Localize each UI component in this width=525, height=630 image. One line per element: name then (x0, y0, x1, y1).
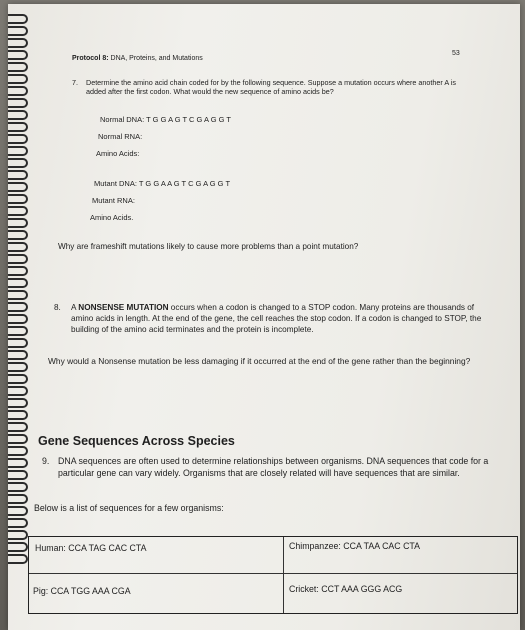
pig-sequence: Pig: CCA TGG AAA CGA (33, 586, 131, 596)
spiral-coil (8, 554, 28, 564)
sequence-table (28, 536, 518, 614)
spiral-coil (8, 398, 28, 408)
question-7-number: 7. (72, 78, 78, 87)
normal-dna-line: Normal DNA: T G G A G T C G A G G T (100, 115, 232, 124)
spiral-coil (8, 410, 28, 420)
spiral-coil (8, 218, 28, 228)
spiral-coil (8, 446, 28, 456)
page-header (72, 55, 203, 62)
question-9-text: DNA sequences are often used to determine relationships between organisms. DNA sequences that code for a particular gene can vary widely. Organisms that are closely related will have sequences that are similar. (58, 456, 489, 478)
protocol-label: Protocol 8: (72, 55, 109, 62)
spiral-coil (8, 194, 28, 204)
spiral-coil (8, 350, 28, 360)
spiral-coil (8, 326, 28, 336)
question-8-text (71, 302, 491, 335)
spiral-coil (8, 254, 28, 264)
spiral-coil (8, 362, 28, 372)
spiral-coil (8, 518, 28, 528)
table-divider-horizontal (29, 573, 517, 574)
spiral-coil (8, 434, 28, 444)
chimpanzee-sequence: Chimpanzee: CCA TAA CAC CTA (289, 541, 421, 551)
question-8-lead: A (71, 303, 77, 312)
spiral-coil (8, 86, 28, 96)
spiral-coil (8, 422, 28, 432)
spiral-coil (8, 122, 28, 132)
spiral-coil (8, 506, 28, 516)
spiral-coil (8, 170, 28, 180)
spiral-coil (8, 50, 28, 60)
spiral-coil (8, 374, 28, 384)
spiral-coil (8, 458, 28, 468)
frameshift-question: Why are frameshift mutations likely to cause more problems than a point mutation? (58, 242, 359, 251)
spiral-coil (8, 290, 28, 300)
spiral-coil (8, 38, 28, 48)
spiral-coil (8, 158, 28, 168)
spiral-coil (8, 230, 28, 240)
spiral-coil (8, 110, 28, 120)
mutant-dna-line: Mutant DNA: T G G A A G T C G A G G T (94, 179, 231, 188)
spiral-coil (8, 26, 28, 36)
protocol-title: DNA, Proteins, and Mutations (110, 55, 203, 62)
spiral-coil (8, 386, 28, 396)
normal-rna-line: Normal RNA: (98, 132, 143, 141)
table-divider-vertical (283, 537, 284, 613)
spiral-coil (8, 314, 28, 324)
nonsense-mutation-term: NONSENSE MUTATION (78, 303, 169, 312)
human-sequence: Human: CCA TAG CAC CTA (35, 543, 147, 553)
spiral-coil (8, 470, 28, 480)
nonsense-question: Why would a Nonsense mutation be less damaging if it occurred at the end of the gene rather than the beginning? (48, 356, 471, 366)
question-9-number: 9. (42, 456, 50, 466)
spiral-coil (8, 266, 28, 276)
question-8-number: 8. (54, 303, 61, 312)
spiral-coil (8, 74, 28, 84)
page-number: 53 (452, 50, 460, 57)
spiral-coil (8, 302, 28, 312)
spiral-coil (8, 134, 28, 144)
mutant-amino-acids-line: Amino Acids. (90, 213, 134, 222)
amino-acids-line: Amino Acids: (96, 149, 140, 158)
spiral-coil (8, 482, 28, 492)
spiral-coil (8, 494, 28, 504)
sequence-list-intro: Below is a list of sequences for a few organisms: (34, 503, 224, 513)
mutant-rna-line: Mutant RNA: (92, 196, 135, 205)
worksheet-page (8, 4, 520, 630)
spiral-coil (8, 206, 28, 216)
section-title: Gene Sequences Across Species (38, 434, 235, 448)
spiral-coil (8, 62, 28, 72)
spiral-binding (8, 14, 30, 574)
spiral-coil (8, 146, 28, 156)
spiral-coil (8, 542, 28, 552)
spiral-coil (8, 14, 28, 24)
spiral-coil (8, 338, 28, 348)
question-7-text: Determine the amino acid chain coded for by the following sequence. Suppose a mutation occurs where another A is added after the first codon. What would the new sequence of amino acids be? (86, 78, 456, 96)
spiral-coil (8, 98, 28, 108)
question-8-body: occurs when a codon is changed to a STOP codon. Many proteins are thousands of amino acids in length. At the end of the gene, the cell reaches the stop codon. If a codon is changed to STOP, the building of the amino acid terminates and the protein is incomplete. (71, 303, 482, 334)
cricket-sequence: Cricket: CCT AAA GGG ACG (289, 584, 403, 594)
spiral-coil (8, 242, 28, 252)
spiral-coil (8, 182, 28, 192)
spiral-coil (8, 530, 28, 540)
spiral-coil (8, 278, 28, 288)
